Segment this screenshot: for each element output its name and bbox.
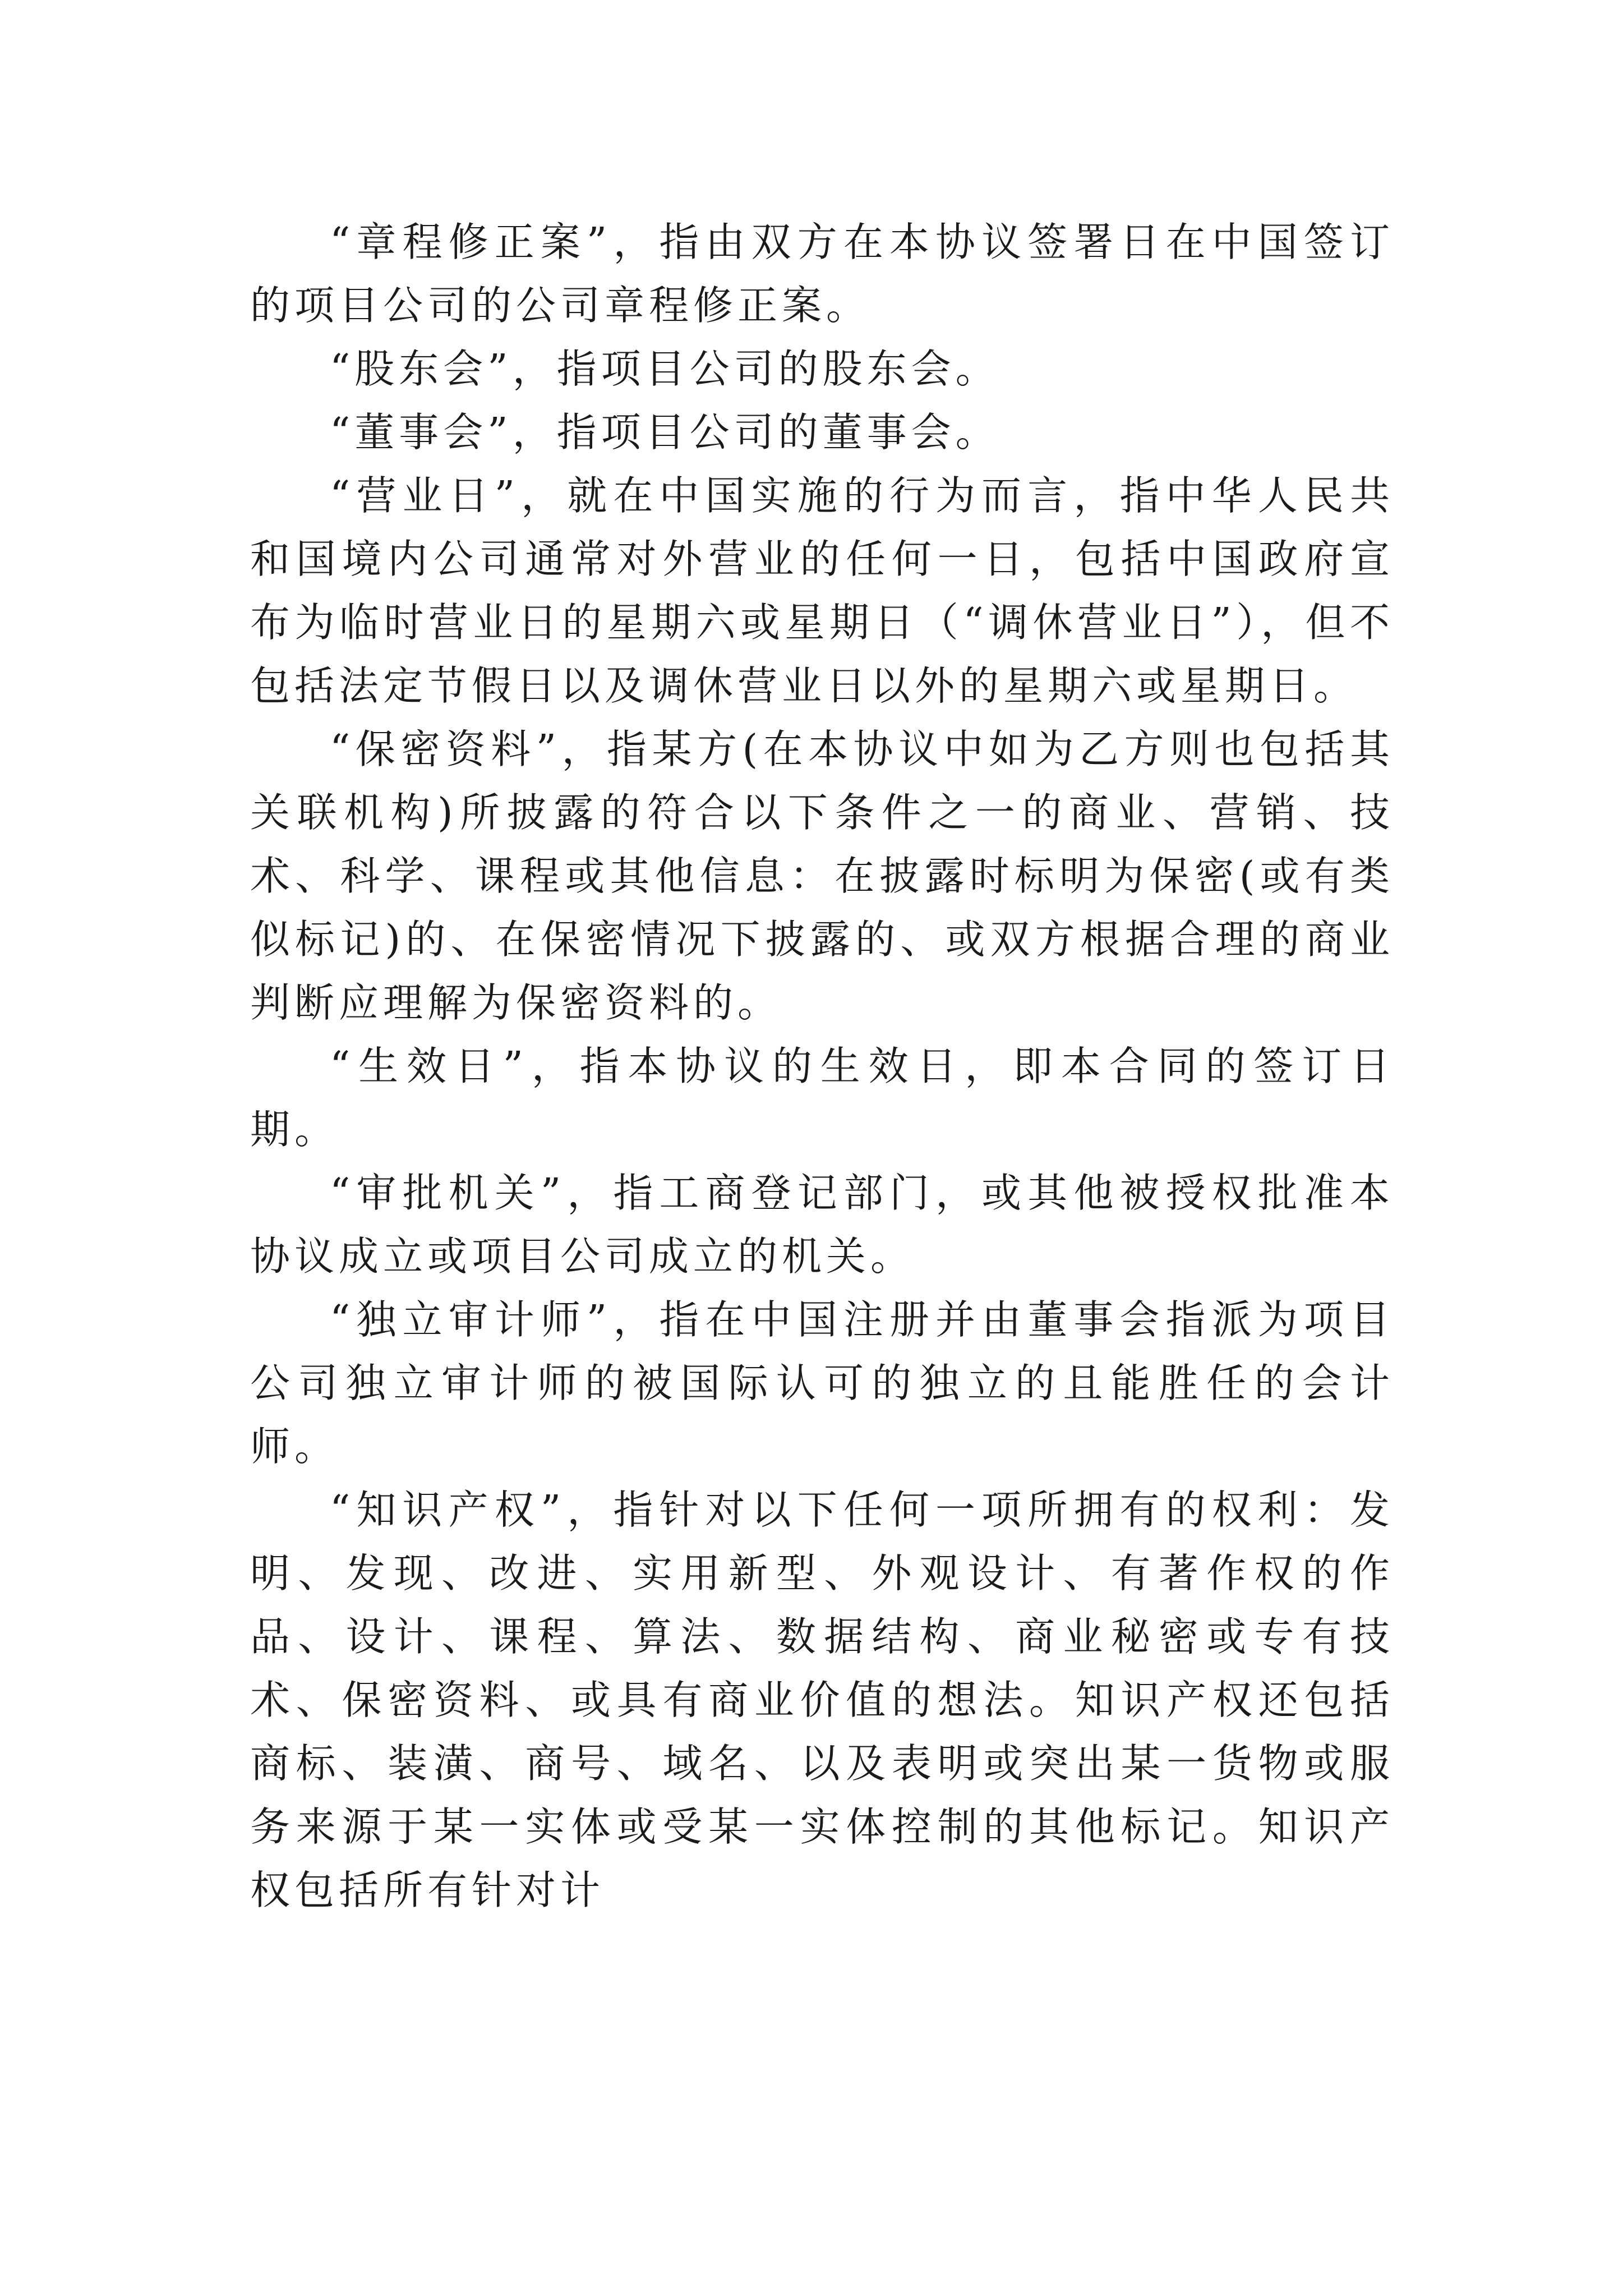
document-page xyxy=(250,210,1394,1922)
definition-intellectual-property: “知识产权”，指针对以下任何一项所拥有的权利：发明、发现、改进、实用新型、外观设计、有著作权的作品、设计、课程、算法、数据结构、商业秘密或专有技术、保密资料、或具有商业价值的想法。知识产权还包括商标、装潢、商号、域名、以及表明或突出某一货物或服务来源于某一实体或受某一实体控制的其他标记。知识产权包括所有针对计 xyxy=(250,1487,1394,1913)
definition-board-of-directors: “董事会”，指项目公司的董事会。 xyxy=(330,409,1000,455)
definition-independent-auditor: “独立审计师”，指在中国注册并由董事会指派为项目公司独立审计师的被国际认可的独立的且能胜任的会计师。 xyxy=(250,1296,1394,1470)
definition-business-day: “营业日”，就在中国实施的行为而言，指中华人民共和国境内公司通常对外营业的任何一日，包括中国政府宣布为临时营业日的星期六或星期日（“调休营业日”），但不包括法定节假日以及调休营业日以外的星期六或星期日。 xyxy=(250,472,1394,709)
definition-effective-date: “生效日”，指本协议的生效日，即本合同的签订日期。 xyxy=(250,1043,1394,1153)
definition-shareholders-meeting: “股东会”，指项目公司的股东会。 xyxy=(330,346,1000,392)
definition-articles-of-amendment: “章程修正案”，指由双方在本协议签署日在中国签订的项目公司的公司章程修正案。 xyxy=(250,219,1394,329)
definition-confidential-information: “保密资料”，指某方(在本协议中如为乙方则也包括其关联机构)所披露的符合以下条件之一的商业、营销、技术、科学、课程或其他信息：在披露时标明为保密(或有类似标记)的、在保密情况下披露的、或双方根据合理的商业判断应理解为保密资料的。 xyxy=(250,726,1394,1026)
definition-approval-authority: “审批机关”，指工商登记部门，或其他被授权批准本协议成立或项目公司成立的机关。 xyxy=(250,1170,1394,1280)
